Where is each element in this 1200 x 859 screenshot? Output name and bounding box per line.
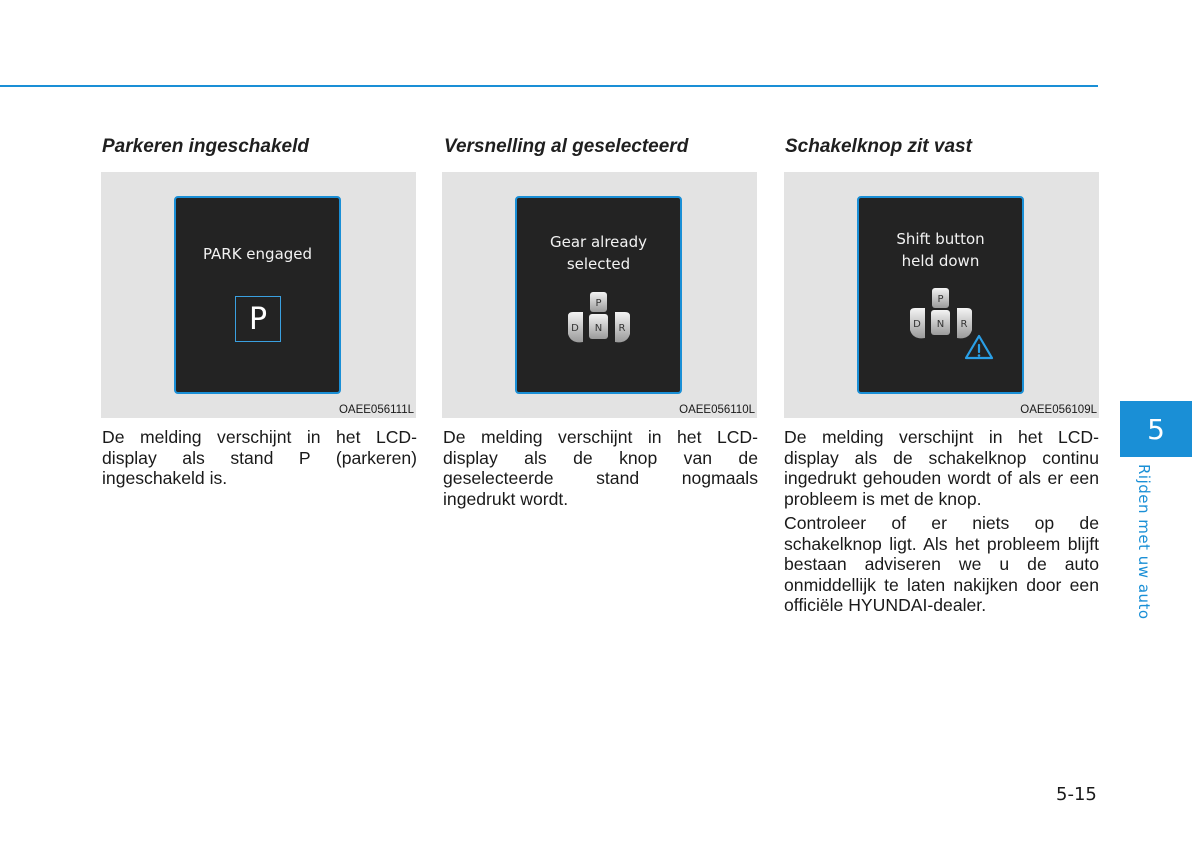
gear-selector-icon: [559, 290, 639, 354]
gear-label-r: R: [618, 323, 626, 334]
figure-code: OAEE056111L: [338, 404, 414, 416]
header-rule: [0, 85, 1098, 87]
gear-label-n: N: [936, 319, 945, 330]
figure-park-engaged: [101, 172, 416, 418]
lcd-display: [515, 196, 682, 394]
lcd-display: [174, 196, 341, 394]
lcd-message-line2: selected: [566, 255, 631, 273]
figure-code: OAEE056110L: [679, 404, 755, 416]
chapter-number-tab: 5: [1120, 401, 1192, 457]
description-park: De melding verschijnt in het LCD-display als stand P (parkeren) ingeschakeld is.: [102, 427, 417, 489]
figure-code: OAEE056109L: [1020, 404, 1097, 416]
gear-label-p: P: [937, 294, 944, 305]
figure-shift-button-held: [784, 172, 1099, 418]
lcd-message-line2: held down: [901, 252, 980, 270]
warning-triangle-icon: [966, 336, 992, 358]
gear-label-r: R: [960, 319, 968, 330]
page-number: 5-15: [1056, 784, 1097, 805]
chapter-title: Rijden met uw auto: [1135, 464, 1153, 620]
description-gear-selected: De melding verschijnt in het LCD-display als de knop van de geselecteerde stand nogmaals ingedrukt wordt.: [443, 427, 758, 509]
figure-gear-selected: [442, 172, 757, 418]
section-title-shift-stuck: Schakelknop zit vast: [785, 136, 972, 157]
gear-label-d: D: [913, 319, 921, 330]
lcd-display: [857, 196, 1024, 394]
gear-selector-icon: [901, 286, 1001, 362]
gear-label-d: D: [571, 323, 579, 334]
lcd-message: PARK engaged: [202, 245, 313, 263]
park-indicator: P: [235, 296, 281, 342]
description-shift-stuck: De melding verschijnt in het LCD-display als de schakelknop continu ingedrukt gehouden wordt of als er een probleem is met de knop.: [784, 427, 1099, 509]
lcd-message-line1: Gear already: [550, 233, 647, 251]
section-title-gear-selected: Versnelling al geselecteerd: [444, 136, 689, 157]
gear-label-n: N: [594, 323, 603, 334]
lcd-message-line1: Shift button: [896, 230, 985, 248]
advice-shift-stuck: Controleer of er niets op de schakelknop ligt. Als het probleem blijft bestaan adviseren we u de auto onmiddellijk te laten nakijken door een officiële HYUNDAI-dealer.: [784, 513, 1099, 616]
section-title-park: Parkeren ingeschakeld: [102, 136, 309, 157]
gear-label-p: P: [595, 298, 602, 309]
